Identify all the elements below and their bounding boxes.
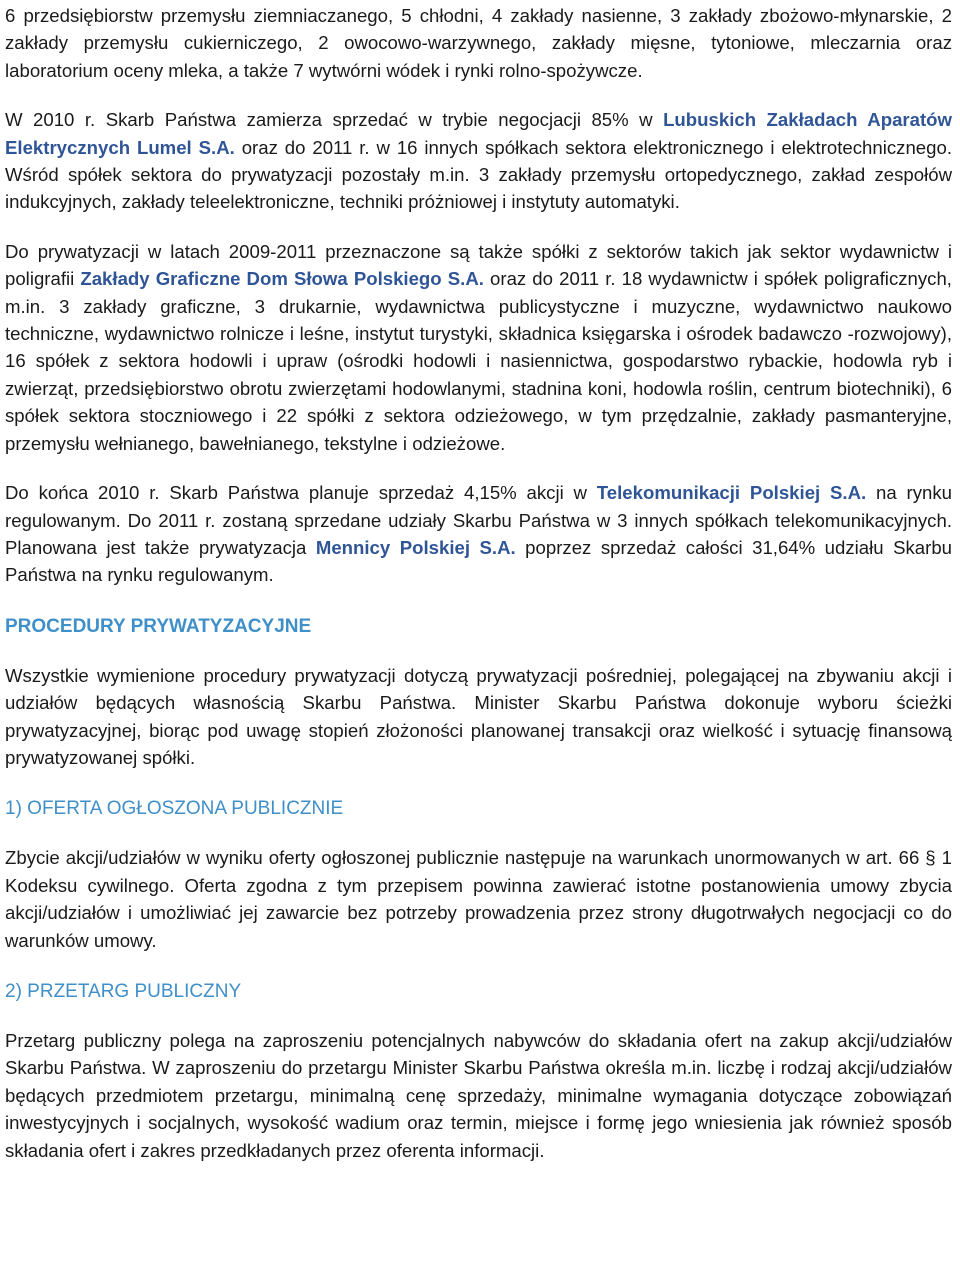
paragraph-procedures: Wszystkie wymienione procedury prywatyzacji dotyczą prywatyzacji pośredniej, polegającej na zbywaniu akcji i udziałów będących własnością Skarbu Państwa. Minister Skarbu Państwa dokonuje wyboru ścieżki prywatyzacyjnej, biorąc pod uwagę stopień złożoności planowanej transakcji oraz wielkość i sytuację finansową prywatyzowanej spółki.: [5, 664, 952, 768]
paragraph-public-tender: Przetarg publiczny polega na zaproszeniu potencjalnych nabywców do składania ofert na zakup akcji/udziałów Skarbu Państwa. W zaproszeniu do przetargu Minister Skarbu Państwa określa m.in. liczbę i rodzaj akcji/udziałów będących przedmiotem przetargu, minimalną cenę sprzedaży, minimalne wymagania dotyczące zobowiązań inwestycyjnych i socjalnych, wysokość wadium oraz termin, miejsce i formę jego wniesienia jak również sposób składania ofert i zakres przedkładanych przez oferenta informacji.: [5, 1029, 952, 1161]
paragraph-text: Do końca 2010 r. Skarb Państwa planuje sprzedaż 4,15% akcji w: [5, 482, 597, 504]
paragraph-text: poprzez sprzedaż całości 31,64% udziału Skarbu Państwa na rynku regulowanym.: [5, 536, 953, 586]
paragraph-text: na rynku regulowanym. Do 2011 r. zostaną sprzedane udziały Skarbu Państwa w 3 innych spółkach telekomunikacyjnych. Planowana jest także prywatyzacja: [5, 482, 952, 558]
company-name-tp: Telekomunikacji Polskiej S.A.: [596, 482, 867, 504]
section-heading-public-offer: 1) OFERTA OGŁOSZONA PUBLICZNIE: [5, 798, 344, 820]
company-name-mennica: Mennicy Polskiej S.A.: [315, 536, 516, 558]
company-name-dom-slowa: Zakłady Graficzne Dom Słowa Polskiego S.A.: [80, 268, 484, 290]
section-heading-public-tender: 2) PRZETARG PUBLICZNY: [5, 980, 242, 1002]
paragraph-publishing-sector: [5, 238, 952, 457]
paragraph-telecom-sector: [5, 479, 952, 589]
paragraph-public-offer: Zbycie akcji/udziałów w wyniku oferty ogłoszonej publicznie następuje na warunkach unormowanych w art. 66 § 1 Kodeksu cywilnego. Oferta zgodna z tym przepisem powinna zawierać istotne postanowienia umowy zbycia akcji/udziałów i umożliwiać jej zawarcie bez potrzeby prowadzenia przez strony długotrwałych negocjacji co do warunków umowy.: [5, 847, 952, 951]
paragraph-text: Do prywatyzacji w latach 2009-2011 przeznaczone są także spółki z sektorów takich jak sektor wydawnictw i poligrafii: [5, 240, 952, 290]
section-heading-procedures: PROCEDURY PRYWATYZACYJNE: [5, 615, 312, 637]
paragraph-text: oraz do 2011 r. 18 wydawnictw i spółek poligraficznych, m.in. 3 zakłady graficzne, 3 drukarnie, wydawnictwa publicystyczne i muzyczne, wydawnictwo naukowo techniczne, wydawnictwo rolnicze i leśne, instytut turystyki, składnica księgarska i ośrodek badawczo -rozwojowy), 16 spółek z sektora hodowli i upraw (ośrodki hodowli i nasiennictwa, gospodarstwo rybackie, hodowla ryb i zwierząt, przedsiębiorstwo obrotu zwierzętami hodowlanymi, stadnina koni, hodowla roślin, centrum biotechniki), 6 spółek sektora stoczniowego i 22 spółki z sektora odzieżowego, w tym przędzalnie, zakłady pasmanteryjne, przemysłu wełnianego, bawełnianego, tekstylne i odzieżowe.: [5, 268, 952, 454]
paragraph-sectors-list: 6 przedsiębiorstw przemysłu ziemniaczanego, 5 chłodni, 4 zakłady nasienne, 3 zakłady zbożowo-młynarskie, 2 zakłady przemysłu cukierniczego, 2 owocowo-warzywnego, zakłady mięsne, tytoniowe, mleczarnia oraz laboratorium oceny mleka, a także 7 wytwórni wódek i rynki rolno-spożywcze.: [5, 5, 952, 81]
paragraph-text: oraz do 2011 r. w 16 innych spółkach sektora elektronicznego i elektrotechnicznego. Wśród spółek sektora do prywatyzacji pozostały m.in. 3 zakłady przemysłu ortopedycznego, zakład zespołów indukcyjnych, zakłady teleelektroniczne, techniki próżniowej i instytuty automatyki.: [5, 136, 952, 213]
paragraph-text: W 2010 r. Skarb Państwa zamierza sprzedać w trybie negocjacji 85% w: [5, 109, 664, 131]
company-name-lumel: Lubuskich Zakładach Aparatów Elektrycznych Lumel S.A.: [5, 109, 952, 158]
paragraph-electrical-sector: [5, 106, 952, 216]
